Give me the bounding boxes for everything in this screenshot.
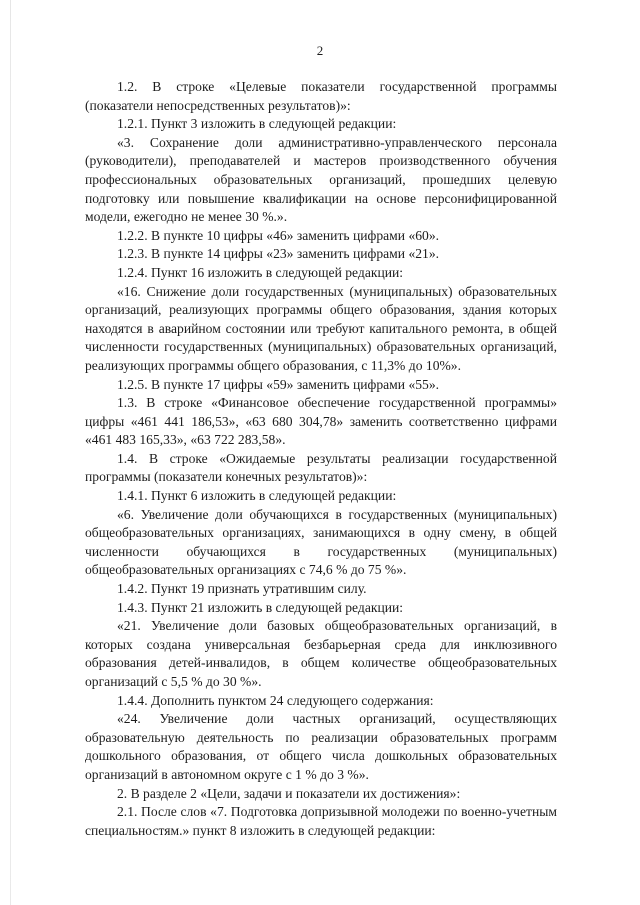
paragraph: 1.2.1. Пункт 3 изложить в следующей редакции: [117, 116, 397, 132]
paragraph: 2. В разделе 2 «Цели, задачи и показатели их достижения»: [117, 785, 461, 801]
paragraph: 1.4.4. Дополнить пунктом 24 следующего содержания: [117, 692, 434, 708]
page-number: 2 [316, 43, 324, 58]
paragraph: 2.1. После слов «7. Подготовка допризывной молодежи по военно-учетным специальностям.» пункт 8 изложить в следующей редакции: [85, 804, 557, 838]
paragraph: «6. Увеличение доли обучающихся в государственных (муниципальных) общеобразовательных организациях, занимающихся в одну смену, в общей численности обучающихся в государственных (муниципальных) общеобразовательных организациях с 74,6 % до 75 %». [85, 506, 557, 578]
paragraph: 1.2.4. Пункт 16 изложить в следующей редакции: [117, 264, 404, 280]
paragraph: 1.4.1. Пункт 6 изложить в следующей редакции: [117, 488, 397, 504]
paragraph: «21. Увеличение доли базовых общеобразовательных организаций, в которых создана универсальная безбарьерная среда для инклюзивного образования детей-инвалидов, в общем количестве общеобразовательных организаций с 5,5 % до 30 %». [85, 618, 557, 689]
paragraph: 1.2. В строке «Целевые показатели государственной программы (показатели непосредственных результатов)»: [85, 79, 557, 113]
paragraph: «24. Увеличение доли частных организаций, осуществляющих образовательную деятельность по реализации образовательных программ дошкольного образования, от общего числа дошкольных образовательных организаций в автономном округе с 1 % до 3 %». [85, 711, 557, 782]
paragraph: «16. Снижение доли государственных (муниципальных) образовательных организаций, реализующих программы общего образования, здания которых находятся в аварийном состоянии или требуют капитального ремонта, в общей численности государственных (муниципальных) образовательных организаций, реализующих программы общего образования, с 11,3% до 10%». [85, 283, 557, 373]
paragraph: 1.4. В строке «Ожидаемые результаты реализации государственной программы (показатели конечных результатов)»: [85, 450, 557, 485]
paragraph: 1.2.3. В пункте 14 цифры «23» заменить цифрами «21». [117, 246, 440, 262]
paragraph: «3. Сохранение доли административно-управленческого персонала (руководители), преподавателей и мастеров производственного обучения профессиональных образовательных организаций, прошедших целевую подготовку или повышение квалификации на основе персонифицированной модели, ежегодно не менее 30 %.». [85, 134, 557, 225]
paragraph: 1.3. В строке «Финансовое обеспечение государственной программы» цифры «461 441 186,53», «63 680 304,78» заменить соответственно цифрами «461 483 165,33», «63 722 283,58». [85, 395, 557, 448]
paragraph: 1.2.5. В пункте 17 цифры «59» заменить цифрами «55». [117, 376, 440, 392]
paragraph: 1.4.3. Пункт 21 изложить в следующей редакции: [117, 599, 404, 615]
scan-edge-line [10, 0, 11, 905]
paragraph: 1.4.2. Пункт 19 признать утратившим силу. [117, 581, 367, 597]
paragraph: 1.2.2. В пункте 10 цифры «46» заменить цифрами «60». [117, 227, 440, 243]
document-body [85, 78, 557, 840]
